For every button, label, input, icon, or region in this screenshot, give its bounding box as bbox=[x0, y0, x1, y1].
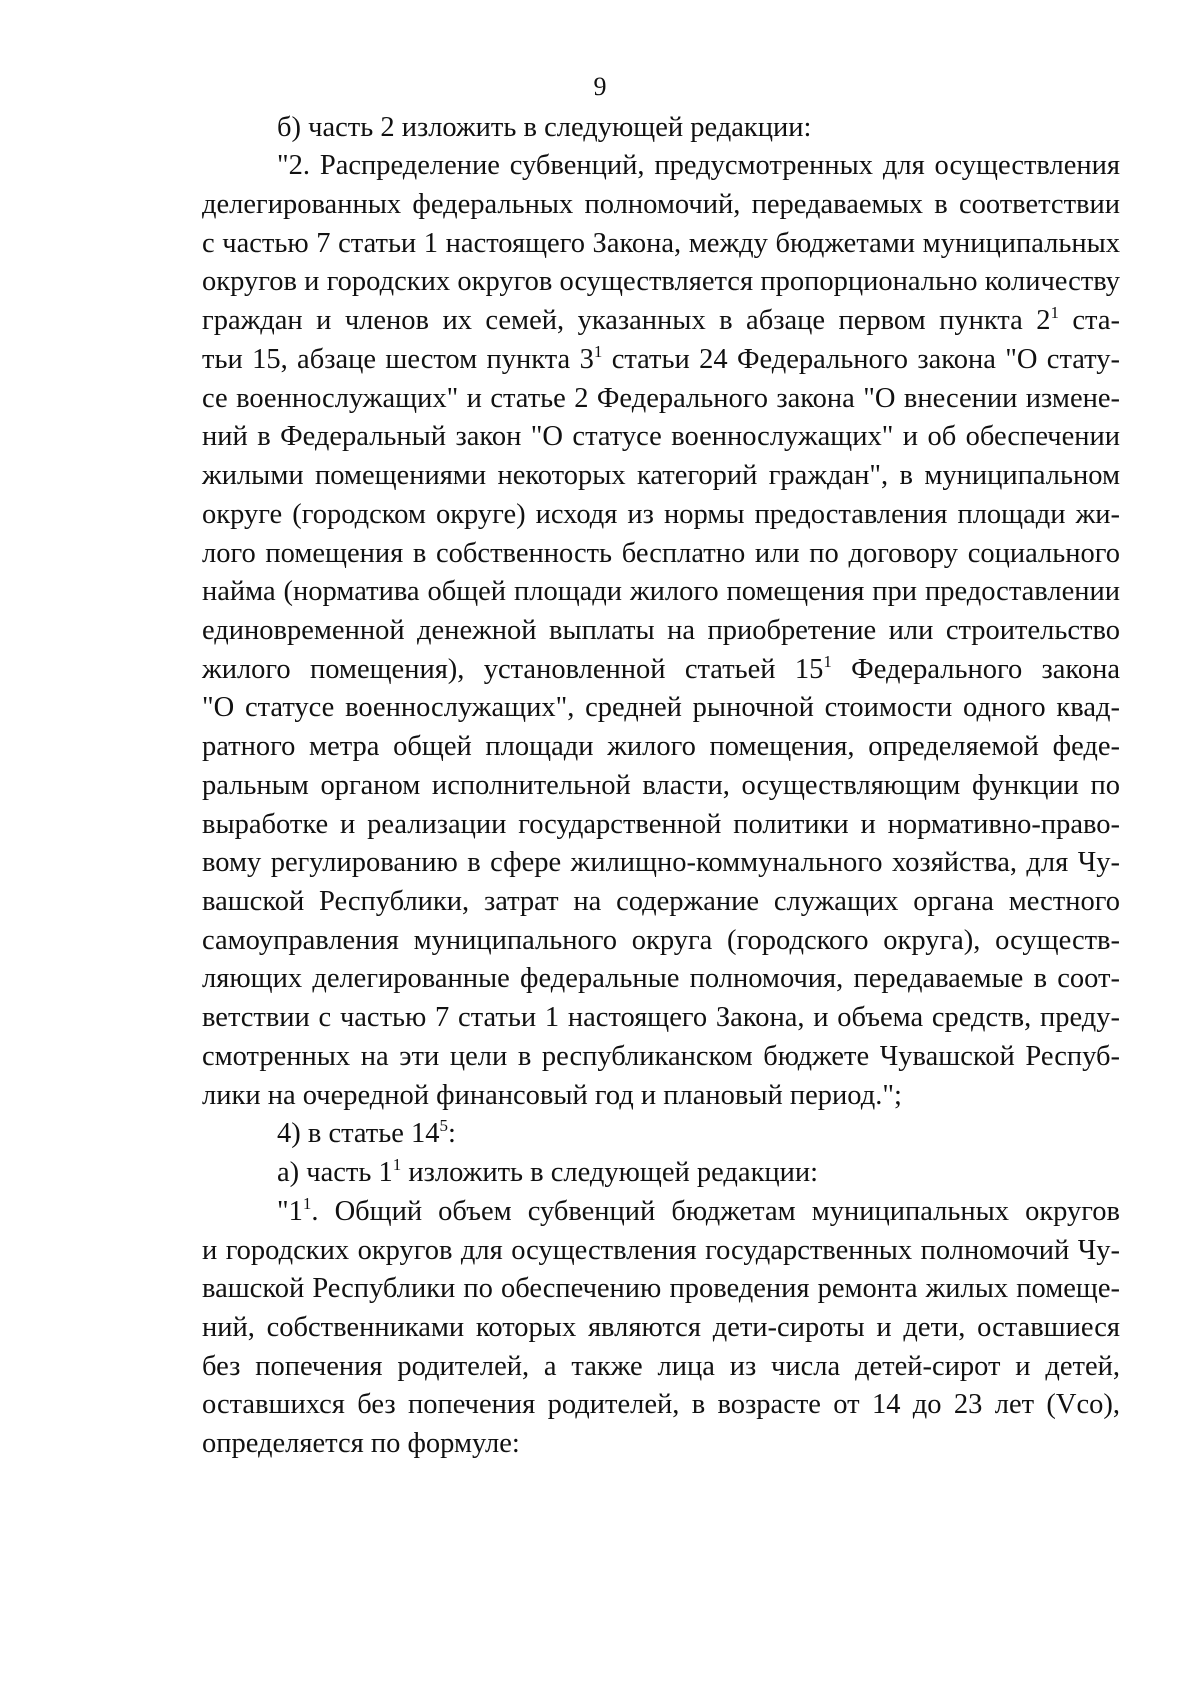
text-line bbox=[202, 650, 1120, 690]
text-line: "О статусе военнослужащих", средней рыночной стоимости одного квад- bbox=[202, 692, 1120, 723]
text-line: оставшихся без попечения родителей, в возрасте от 14 до 23 лет (Vсо), bbox=[202, 1389, 1120, 1420]
text-line: и городских округов для осуществления государственных полномочий Чу- bbox=[202, 1235, 1120, 1266]
text-line: выработке и реализации государственной политики и нормативно-право- bbox=[202, 809, 1120, 840]
text-line: округов и городских округов осуществляется пропорционально количеству bbox=[202, 266, 1120, 297]
text-line: смотренных на эти цели в республиканском бюджете Чувашской Респуб- bbox=[202, 1041, 1120, 1072]
text-line bbox=[277, 1153, 1120, 1193]
text-line: ний, собственниками которых являются дети-сироты и дети, оставшиеся bbox=[202, 1312, 1120, 1343]
text-line: делегированных федеральных полномочий, передаваемых в соответствии bbox=[202, 189, 1120, 220]
text-line: округе (городском округе) исходя из нормы предоставления площади жи- bbox=[202, 499, 1120, 530]
text-segment: а) часть 1 bbox=[277, 1157, 393, 1188]
text-line: "2. Распределение субвенций, предусмотренных для осуществления bbox=[277, 150, 1120, 181]
text-segment: тьи 15, абзаце шестом пункта 3 bbox=[202, 344, 594, 375]
text-segment: граждан и членов их семей, указанных в абзаце первом пункта 2 bbox=[202, 305, 1051, 336]
text-line bbox=[277, 1192, 1120, 1232]
text-line: лого помещения в собственность бесплатно или по договору социального bbox=[202, 538, 1120, 569]
text-segment: : bbox=[448, 1118, 456, 1149]
superscript: 1 bbox=[302, 1194, 312, 1213]
text-line: ветствии с частью 7 статьи 1 настоящего Закона, и объема средств, преду- bbox=[202, 1002, 1120, 1033]
text-line: б) часть 2 изложить в следующей редакции: bbox=[277, 112, 812, 143]
text-line: вому регулированию в сфере жилищно-коммунального хозяйства, для Чу- bbox=[202, 847, 1120, 878]
text-segment: Федерального закона bbox=[831, 654, 1120, 685]
superscript: 1 bbox=[1050, 303, 1059, 322]
text-line: самоуправления муниципального округа (городского округа), осуществ- bbox=[202, 925, 1120, 956]
text-line bbox=[277, 1114, 1120, 1154]
text-line: с частью 7 статьи 1 настоящего Закона, между бюджетами муниципальных bbox=[202, 228, 1120, 259]
text-line bbox=[202, 340, 1120, 380]
text-segment: статьи 24 Федерального закона "О стату- bbox=[602, 344, 1120, 375]
text-line: жилыми помещениями некоторых категорий граждан", в муниципальном bbox=[202, 460, 1120, 491]
text-line: ральным органом исполнительной власти, осуществляющим функции по bbox=[202, 770, 1120, 801]
text-line: определяется по формуле: bbox=[202, 1428, 520, 1459]
superscript: 1 bbox=[593, 342, 603, 361]
superscript: 1 bbox=[392, 1155, 402, 1174]
text-line: лики на очередной финансовый год и плановый период."; bbox=[202, 1080, 902, 1111]
text-line: ратного метра общей площади жилого помещения, определяемой феде- bbox=[202, 731, 1120, 762]
text-line bbox=[202, 301, 1120, 341]
text-segment: ста- bbox=[1058, 305, 1120, 336]
text-segment: "1 bbox=[277, 1196, 303, 1227]
text-segment: . Общий объем субвенций бюджетам муниципальных округов bbox=[311, 1196, 1120, 1227]
text-line: без попечения родителей, а также лица из числа детей-сирот и детей, bbox=[202, 1351, 1120, 1382]
text-line: единовременной денежной выплаты на приобретение или строительство bbox=[202, 615, 1120, 646]
text-line: найма (норматива общей площади жилого помещения при предоставлении bbox=[202, 576, 1120, 607]
superscript: 5 bbox=[439, 1116, 449, 1135]
text-segment: 4) в статье 14 bbox=[277, 1118, 440, 1149]
text-line: ляющих делегированные федеральные полномочия, передаваемые в соот- bbox=[202, 963, 1120, 994]
text-line: вашской Республики по обеспечению проведения ремонта жилых помеще- bbox=[202, 1273, 1120, 1304]
text-line: се военнослужащих" и статье 2 Федерального закона "О внесении измене- bbox=[202, 383, 1120, 414]
text-segment: изложить в следующей редакции: bbox=[401, 1157, 819, 1188]
text-line: вашской Республики, затрат на содержание служащих органа местного bbox=[202, 886, 1120, 917]
page-number: 9 bbox=[593, 72, 607, 101]
text-line: ний в Федеральный закон "О статусе военнослужащих" и об обеспечении bbox=[202, 421, 1120, 452]
text-segment: жилого помещения), установленной статьей 15 bbox=[202, 654, 824, 685]
superscript: 1 bbox=[823, 652, 832, 671]
